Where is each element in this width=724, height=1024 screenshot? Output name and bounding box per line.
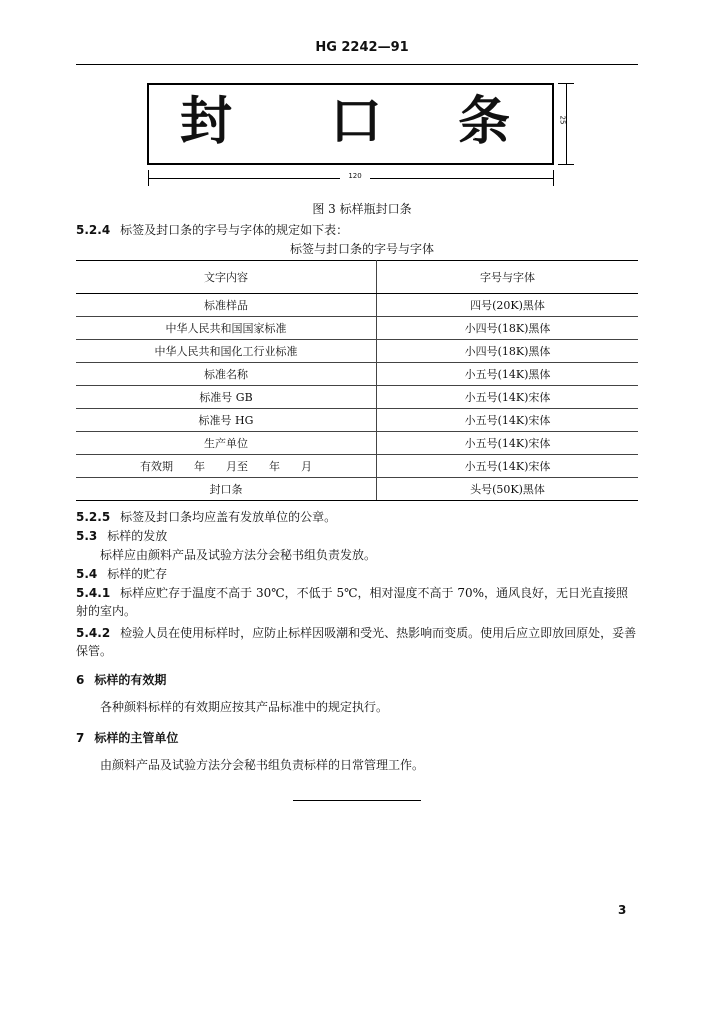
clause-5-3-title <box>76 527 638 545</box>
table-cell: 头号(50K)黑体 <box>377 478 639 501</box>
clause-number: 5.4.1 <box>76 586 111 600</box>
table-cell: 小五号(14K)宋体 <box>377 409 639 432</box>
dimension-tick <box>558 83 574 84</box>
table-cell: 小四号(18K)黑体 <box>377 317 639 340</box>
table-cell: 小四号(18K)黑体 <box>377 340 639 363</box>
table-row <box>76 340 638 363</box>
table-row <box>76 294 638 317</box>
section-title: 标样的主管单位 <box>94 731 179 745</box>
section-7-heading <box>76 729 178 746</box>
dimension-tick <box>148 170 149 186</box>
clause-5-4-1 <box>76 584 638 620</box>
figure-caption: 图 3 标样瓶封口条 <box>312 202 412 216</box>
section-6-text: 各种颜料标样的有效期应按其产品标准中的规定执行。 <box>100 700 389 714</box>
table-row <box>76 317 638 340</box>
table-row <box>76 386 638 409</box>
table-title: 标签与封口条的字号与字体 <box>289 242 434 256</box>
clause-text: 检验人员在使用标样时，应防止标样因吸潮和受光、热影响而变质。使用后应立即放回原处，妥善保管。 <box>76 626 637 658</box>
column-header: 文字内容 <box>76 261 377 294</box>
clause-title: 标样的发放 <box>107 529 168 543</box>
column-header: 字号与字体 <box>377 261 639 294</box>
dimension-tick <box>558 164 574 165</box>
section-7-text: 由颜料产品及试验方法分会秘书组负责标样的日常管理工作。 <box>100 758 425 772</box>
table-cell: 中华人民共和国化工行业标准 <box>76 340 377 363</box>
table-row <box>76 478 638 501</box>
dimension-width-label: 120 <box>340 172 370 180</box>
font-spec-table <box>76 260 638 501</box>
table-cell: 有效期 年 月至 年 月 <box>76 455 377 478</box>
clause-number: 5.4.2 <box>76 626 111 640</box>
clause-text: 标签及封口条均应盖有发放单位的公章。 <box>120 510 337 524</box>
table-row <box>76 432 638 455</box>
strip-char-1: 封 <box>180 92 233 152</box>
table-row <box>76 455 638 478</box>
table-cell: 中华人民共和国国家标准 <box>76 317 377 340</box>
section-title: 标样的有效期 <box>94 673 167 687</box>
clause-5-3-text: 标样应由颜料产品及试验方法分会秘书组负责发放。 <box>100 548 377 562</box>
table-cell: 标准号 GB <box>76 386 377 409</box>
dimension-tick <box>553 170 554 186</box>
clause-number: 5.4 <box>76 567 98 581</box>
strip-char-2: 口 <box>330 92 383 152</box>
end-rule <box>293 800 421 801</box>
clause-number: 5.3 <box>76 529 98 543</box>
clause-5-4-title <box>76 565 638 583</box>
section-number: 6 <box>76 673 85 687</box>
clause-5-2-4 <box>76 221 638 239</box>
table-cell: 标准样品 <box>76 294 377 317</box>
strip-char-3: 条 <box>458 92 511 152</box>
header-rule <box>76 64 638 65</box>
table-row <box>76 409 638 432</box>
table-cell: 标准名称 <box>76 363 377 386</box>
table-cell: 标准号 HG <box>76 409 377 432</box>
clause-text: 标样应贮存于温度不高于 30℃，不低于 5℃，相对湿度不高于 70%，通风良好，无日光直接照射的室内。 <box>76 586 629 618</box>
clause-5-2-5 <box>76 508 638 526</box>
table-cell: 生产单位 <box>76 432 377 455</box>
clause-number: 5.2.4 <box>76 223 111 237</box>
table-row <box>76 363 638 386</box>
table-cell: 小五号(14K)宋体 <box>377 455 639 478</box>
dimension-height-label: 25 <box>558 115 567 125</box>
table-cell: 小五号(14K)宋体 <box>377 386 639 409</box>
clause-5-4-2 <box>76 624 638 660</box>
clause-number: 5.2.5 <box>76 510 111 524</box>
clause-title: 标样的贮存 <box>107 567 168 581</box>
page-number: 3 <box>618 903 627 917</box>
table-cell: 四号(20K)黑体 <box>377 294 639 317</box>
table-cell: 小五号(14K)宋体 <box>377 432 639 455</box>
standard-code: HG 2242—91 <box>315 40 409 55</box>
clause-text: 标签及封口条的字号与字体的规定如下表： <box>120 223 349 237</box>
table-header-row <box>76 261 638 294</box>
section-6-heading <box>76 671 166 688</box>
table-cell: 封口条 <box>76 478 377 501</box>
table-cell: 小五号(14K)黑体 <box>377 363 639 386</box>
section-number: 7 <box>76 731 85 745</box>
